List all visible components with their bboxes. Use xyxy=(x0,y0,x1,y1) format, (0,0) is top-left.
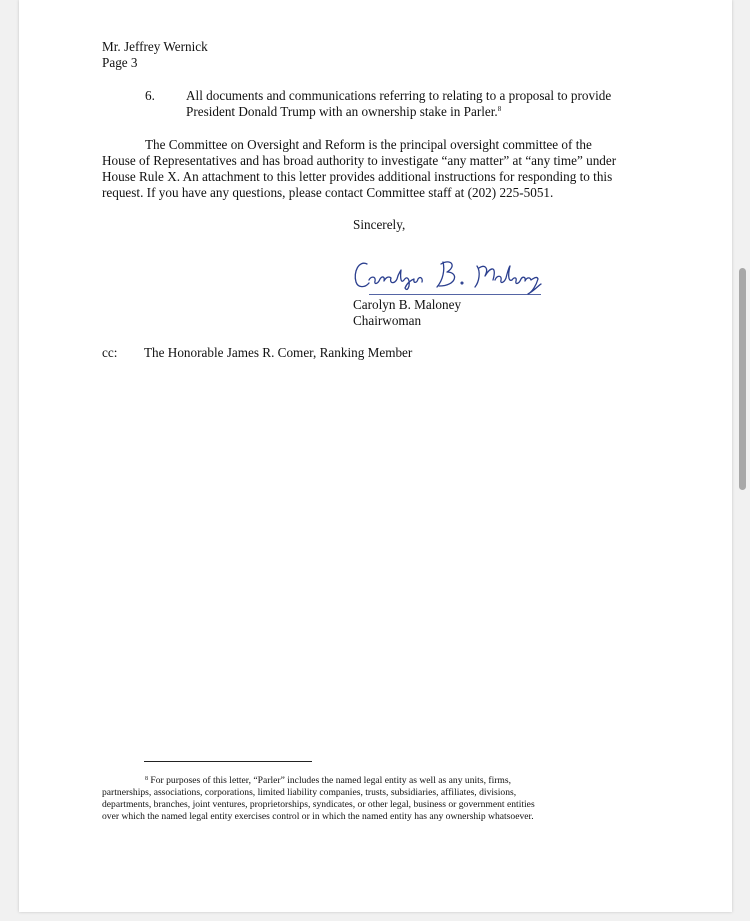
paragraph-line-4: request. If you have any questions, please contact Committee staff at (202) 225-5051. xyxy=(102,185,554,200)
cc-label: cc: xyxy=(102,345,118,360)
footnote-number: 8 xyxy=(145,776,148,782)
paragraph-line-1: The Committee on Oversight and Reform is the principal oversight committee of the xyxy=(145,137,592,152)
footnote-line-1 xyxy=(145,775,511,787)
scrollbar[interactable] xyxy=(738,0,748,921)
document-page xyxy=(19,0,732,912)
page-number: Page 3 xyxy=(102,55,138,70)
request-item-text-line-1: All documents and communications referring to relating to a proposal to provide xyxy=(186,88,612,103)
footnote-line-4: over which the named legal entity exercises control or in which the named entity has any ownership whatsoever. xyxy=(102,811,534,822)
footnote-reference: 8 xyxy=(497,105,502,113)
signer-name: Carolyn B. Maloney xyxy=(353,297,462,312)
request-item-number: 6. xyxy=(145,88,155,103)
footnote-separator xyxy=(144,761,312,762)
handwritten-signature xyxy=(351,252,543,298)
request-item-text: President Donald Trump with an ownership stake in Parler. xyxy=(186,104,498,119)
recipient-name: Mr. Jeffrey Wernick xyxy=(102,39,208,54)
paragraph-line-2: House of Representatives and has broad authority to investigate “any matter” at “any time” under xyxy=(102,153,617,168)
footnote-text-line-1: For purposes of this letter, “Parler” includes the named legal entity as well as any units, firms, xyxy=(148,775,512,786)
scrollbar-thumb[interactable] xyxy=(739,268,746,490)
cc-recipient: The Honorable James R. Comer, Ranking Member xyxy=(144,345,413,360)
footnote-line-2: partnerships, associations, corporations, limited liability companies, trusts, subsidiaries, affiliates, divisions, xyxy=(102,787,517,798)
footnote-line-3: departments, branches, joint ventures, proprietorships, syndicates, or other legal, business or government entities xyxy=(102,799,535,810)
request-item-text-line-2 xyxy=(186,104,501,120)
closing: Sincerely, xyxy=(353,217,406,232)
paragraph-line-3: House Rule X. An attachment to this letter provides additional instructions for responding to this xyxy=(102,169,613,184)
signer-title: Chairwoman xyxy=(353,313,422,328)
